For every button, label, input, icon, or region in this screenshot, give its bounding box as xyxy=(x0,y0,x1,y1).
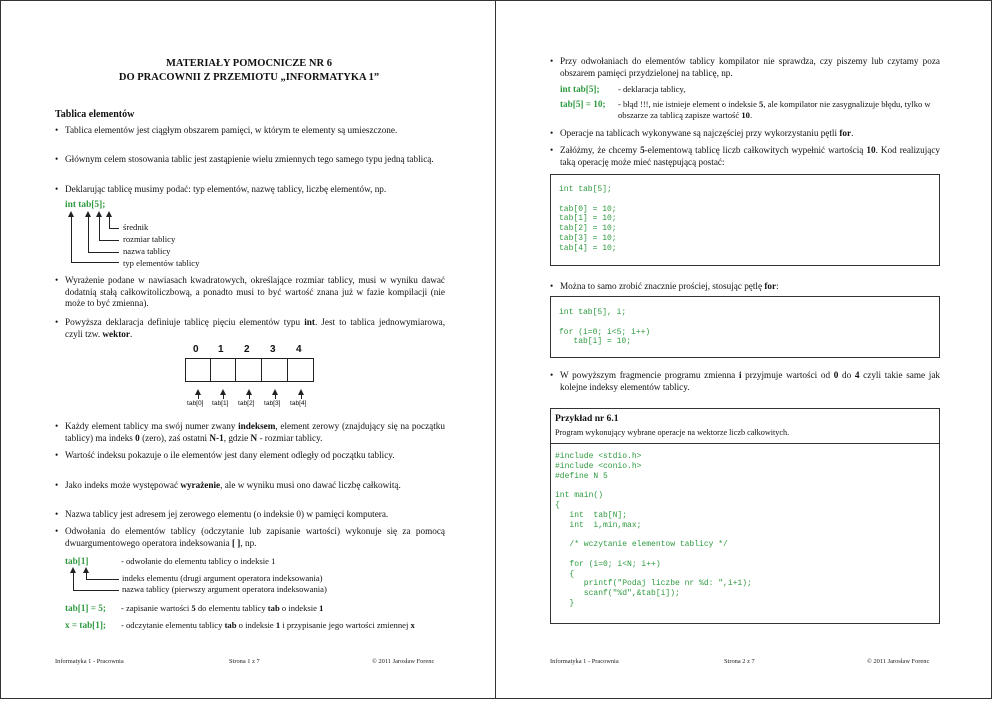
example-3-code: x = tab[1]; xyxy=(65,620,106,630)
bullet-3: • Deklarując tablicę musimy podać: typ elementów, nazwę tablicy, liczbę elementów, np. xyxy=(65,184,445,196)
example-3-desc: - odczytanie elementu tablicy tab o indeksie 1 i przypisanie jego wartości zmiennej x xyxy=(121,620,415,630)
bullet-5: • Powyższa deklaracja definiuje tablicę pięciu elementów typu int. Jest to tablica jednowymiarowa, czyli tzw. wektor. xyxy=(65,317,445,340)
index-0: 0 xyxy=(193,344,199,355)
r1-code-1: int tab[5]; xyxy=(560,84,600,94)
bullet-2: • Głównym celem stosowania tablic jest zastąpienie wielu zmiennych tego samego typu jedną tablicą. xyxy=(65,154,445,166)
code-box-2 xyxy=(550,296,940,358)
index-2: 2 xyxy=(244,344,250,355)
declaration-code: int tab[5]; xyxy=(65,200,106,210)
example-1-desc: - odwołanie do elementu tablicy o indeksie 1 xyxy=(121,556,276,566)
code-block-2: int tab[5], i; for (i=0; i<5; i++) tab[i] = 10; xyxy=(559,308,651,347)
bullet-1: • Tablica elementów jest ciągłym obszarem pamięci, w którym te elementy są umieszczone. xyxy=(65,125,445,137)
example-divider xyxy=(551,443,939,444)
example-2-code: tab[1] = 5; xyxy=(65,603,106,613)
label-typ: typ elementów tablicy xyxy=(123,258,200,268)
cell-label-0: tab[0] xyxy=(187,400,204,407)
cell-label-1: tab[1] xyxy=(212,400,229,407)
code-block-3: #include <stdio.h> #include <conio.h> #define N 5 int main() { int tab[N]; int i,min,max; /* wczytanie elementow tablicy */ for (i=0; i<N; i++) { printf("Podaj liczbe nr %d: ",i+1); scanf("%d",&tab[i]); } xyxy=(555,452,752,608)
index-3: 3 xyxy=(270,344,276,355)
footer-left: Informatyka 1 - Pracownia xyxy=(55,658,124,665)
section-heading: Tablica elementów xyxy=(55,109,135,120)
code-box-1 xyxy=(550,174,940,266)
bullet-10: • Odwołania do elementów tablicy (odczytanie lub zapisanie wartości) wykonuje się za pomocą dwuargumentowego operatora indeksowania [ ], np. xyxy=(65,526,445,549)
bullet-6: • Każdy element tablicy ma swój numer zwany indeksem, element zerowy (znajdujący się na początku tablicy) ma indeks 0 (zero), zaś ostatni N-1, gdzie N - rozmiar tablicy. xyxy=(65,421,445,444)
array-diagram xyxy=(185,344,315,414)
r1-desc-1: - deklaracja tablicy, xyxy=(618,84,686,94)
page-1 xyxy=(0,0,496,699)
bullet-r1: • Przy odwołaniach do elementów tablicy kompilator nie sprawdza, czy piszemy lub czytamy poza obszarem pamięci przydzielonej na tablicę, np. xyxy=(560,56,940,79)
array-cells xyxy=(185,358,315,382)
label-nazwa: nazwa tablicy xyxy=(123,246,171,256)
bullet-4: • Wyrażenie podane w nawiasach kwadratowych, określające rozmiar tablicy, musi w wyniku dawać dodatnią stałą całkowitoliczbową, a ponadto musi to być wartość znana już w fazie kompilacji (nie może to być zmienna). xyxy=(65,275,445,310)
footer-page: Strona 1 z 7 xyxy=(229,658,260,665)
index-1: 1 xyxy=(218,344,224,355)
r1-desc-2: - błąd !!!, nie istnieje element o indeksie 5, ale kompilator nie zasygnalizuje błędu, tylko w obszarze za tablicą zapisze wartość 10. xyxy=(618,99,931,120)
example-1-label-name: nazwa tablicy (pierwszy argument operatora indeksowania) xyxy=(122,584,327,594)
bullet-7: • Wartość indeksu pokazuje o ile elementów jest dany element odległy od początku tablicy. xyxy=(65,450,445,462)
label-srednik: średnik xyxy=(123,222,149,232)
doc-title-line1: MATERIAŁY POMOCNICZE NR 6 xyxy=(166,58,332,69)
cell-label-4: tab[4] xyxy=(290,400,307,407)
bullet-r5: • W powyższym fragmencie programu zmienna i przyjmuje wartości od 0 do 4 czyli takie same jak kolejne indeksy elementów tablicy. xyxy=(560,370,940,393)
r1-code-2: tab[5] = 10; xyxy=(560,99,606,109)
cell-label-3: tab[3] xyxy=(264,400,281,407)
code-block-1: int tab[5]; tab[0] = 10; tab[1] = 10; tab[2] = 10; tab[3] = 10; tab[4] = 10; xyxy=(559,185,617,253)
example-1-label-index: indeks elementu (drugi argument operatora indeksowania) xyxy=(122,573,323,583)
doc-title-line2: DO PRACOWNII Z PRZEMIOTU „INFORMATYKA 1” xyxy=(118,72,380,83)
footer-page-2: Strona 2 z 7 xyxy=(724,658,755,665)
bullet-r4: • Można to samo zrobić znacznie prościej, stosując pętlę for: xyxy=(560,281,940,293)
label-rozmiar: rozmiar tablicy xyxy=(123,234,176,244)
example-2-desc: - zapisanie wartości 5 do elementu tablicy tab o indeksie 1 xyxy=(121,603,324,613)
bullet-r3: • Załóżmy, że chcemy 5-elementową tablicę liczb całkowitych wypełnić wartością 10. Kod realizujący taką operację może mieć następującą postać: xyxy=(560,145,940,168)
example-description: Program wykonujący wybrane operacje na wektorze liczb całkowitych. xyxy=(555,428,790,437)
index-4: 4 xyxy=(296,344,302,355)
bullet-r2: • Operacje na tablicach wykonywane są najczęściej przy wykorzystaniu pętli for. xyxy=(560,128,940,140)
footer-copyright-2: © 2011 Jarosław Forenc xyxy=(867,658,930,665)
page-2 xyxy=(495,0,992,699)
example-title: Przykład nr 6.1 xyxy=(555,413,619,424)
bullet-9: • Nazwa tablicy jest adresem jej zerowego elementu (o indeksie 0) w pamięci komputera. xyxy=(65,509,445,521)
footer-left-2: Informatyka 1 - Pracownia xyxy=(550,658,619,665)
cell-label-2: tab[2] xyxy=(238,400,255,407)
example-box xyxy=(550,408,940,624)
bullet-8: • Jako indeks może występować wyrażenie, ale w wyniku musi ono dawać liczbę całkowitą. xyxy=(65,480,445,492)
example-1-code: tab[1] xyxy=(65,556,89,566)
footer-copyright: © 2011 Jarosław Forenc xyxy=(372,658,435,665)
